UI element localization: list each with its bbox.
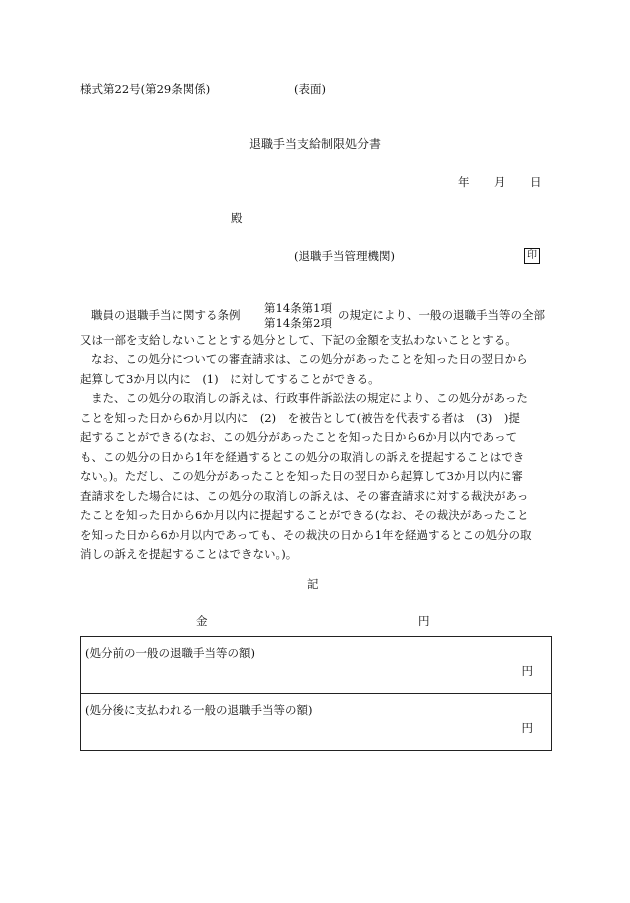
body-p3-line: ない。)。ただし、この処分があったことを知った日の翌日から起算して3か月以内に審 <box>80 469 523 483</box>
body-p3-line: を知った日から6か月以内であっても、その裁決の日から1年を経過するとこの処分の取 <box>80 528 532 542</box>
date-month: 月 <box>494 175 506 189</box>
amount-before-unit: 円 <box>521 664 533 678</box>
amount-unit: 円 <box>418 614 430 628</box>
date-year: 年 <box>458 175 470 189</box>
form-number: 様式第22号(第29条関係) <box>80 82 211 96</box>
body-p2-line2: 起算して3か月以内に (1) に対してすることができる。 <box>80 372 380 386</box>
addressee-suffix: 殿 <box>231 211 243 225</box>
seal-mark: 印 <box>524 248 540 264</box>
amount-before-label: (処分前の一般の退職手当等の額) <box>85 646 255 660</box>
body-p3-line: 起することができる(なお、この処分があったことを知った日から6か月以内であって <box>80 430 518 444</box>
body-p1-cite-1: 第14条第1項 <box>264 301 332 315</box>
amount-after-label: (処分後に支払われる一般の退職手当等の額) <box>85 703 313 717</box>
issuer-label: (退職手当管理機関) <box>294 249 395 263</box>
ki-label: 記 <box>307 577 319 591</box>
amount-after-unit: 円 <box>521 721 533 735</box>
body-p3-line: 消しの訴えを提起することはできない。)。 <box>80 547 298 561</box>
body-p3-line: 査請求をした場合には、この処分の取消しの訴えは、その審査請求に対する裁決があっ <box>80 489 529 503</box>
body-p3-line: ことを知った日から6か月以内に (2) を被告として(被告を代表する者は (3) )提 <box>80 411 520 425</box>
date-day: 日 <box>530 175 542 189</box>
table-row <box>81 694 552 751</box>
body-p3-line: また、この処分の取消しの訴えは、行政事件訴訟法の規定により、この処分があった <box>91 391 528 405</box>
body-p3-line: も、この処分の日から1年を経過するとこの処分の取消しの訴えを提起することはでき <box>80 450 525 464</box>
body-p1-line2: 又は一部を支給しないこととする処分として、下記の金額を支払わないこととする。 <box>80 333 517 347</box>
body-p1-tail: の規定により、一般の退職手当等の全部 <box>338 308 545 322</box>
amounts-table <box>80 636 552 751</box>
side-label: (表面) <box>294 82 326 96</box>
amount-after-cell <box>81 694 552 751</box>
amount-label: 金 <box>196 614 208 628</box>
body-p2-line1: なお、この処分についての審査請求は、この処分があったことを知った日の翌日から <box>91 352 528 366</box>
body-p3-line: たことを知った日から6か月以内に提起することができる(なお、その裁決があったこと <box>80 508 529 522</box>
body-p1-lead: 職員の退職手当に関する条例 <box>91 308 241 322</box>
amount-before-cell <box>81 637 552 694</box>
table-row <box>81 637 552 694</box>
body-p1-cite-2: 第14条第2項 <box>264 316 332 330</box>
document-title: 退職手当支給制限処分書 <box>249 137 382 151</box>
